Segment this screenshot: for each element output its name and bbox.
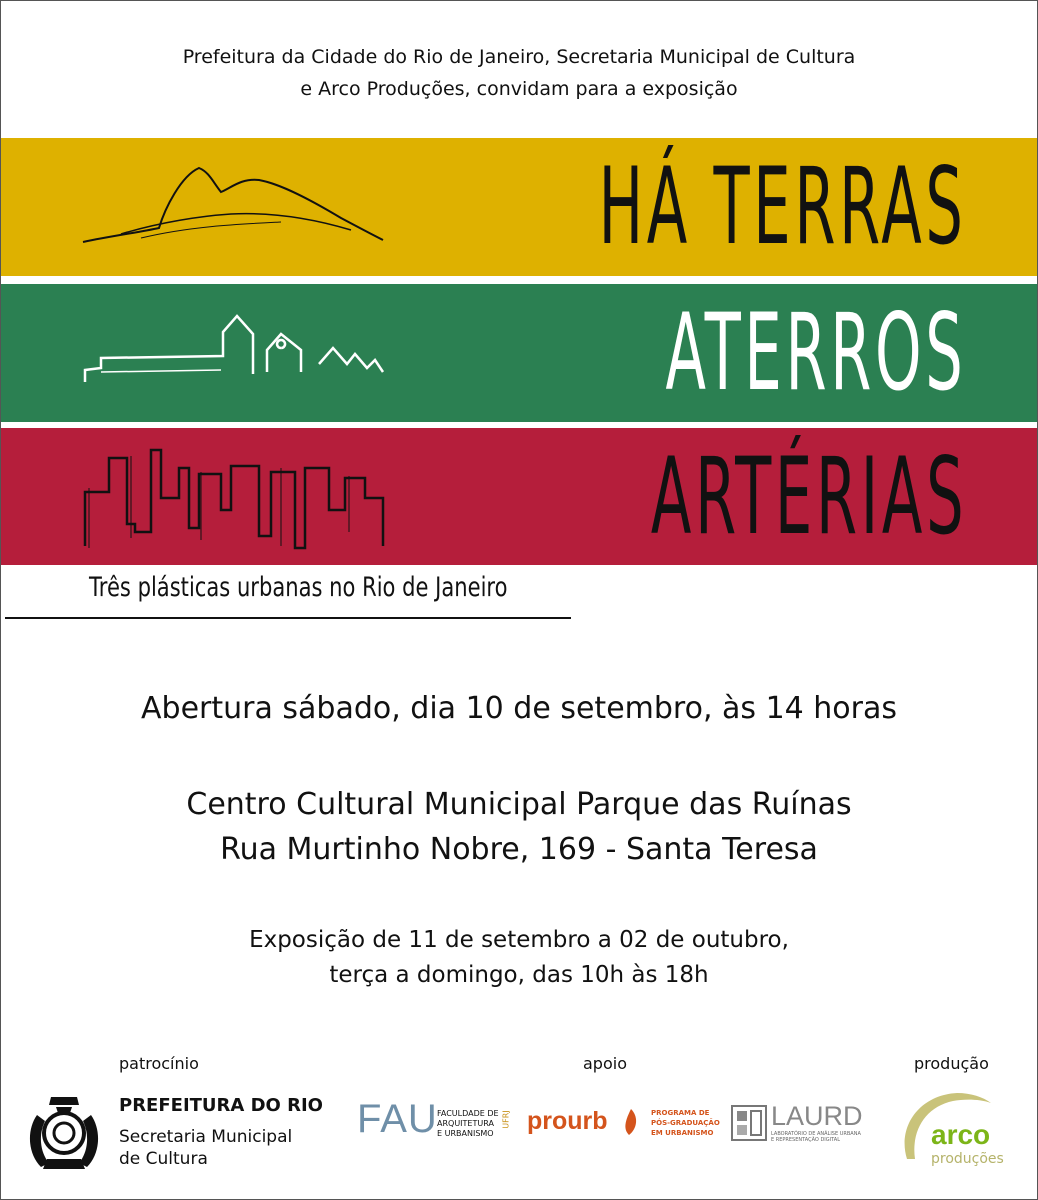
prourb-line-2: PÓS-GRADUAÇÃO xyxy=(651,1119,720,1127)
prefeitura-line-1: Secretaria Municipal xyxy=(119,1127,293,1147)
laurd-grid-icon xyxy=(731,1105,767,1141)
prourb-mark: prourb xyxy=(527,1107,608,1135)
title-arterias: ARTÉRIAS xyxy=(650,435,967,558)
house-skyline-icon xyxy=(81,284,391,422)
fau-mark: FAU xyxy=(357,1097,438,1141)
laurd-line-2: E REPRESENTAÇÃO DIGITAL xyxy=(771,1137,840,1143)
fau-line-3: E URBANISMO xyxy=(437,1129,494,1138)
band-aterros xyxy=(1,284,1037,422)
venue-name: Centro Cultural Municipal Parque das Ruínas xyxy=(186,787,852,822)
arco-sub: produções xyxy=(931,1151,1004,1167)
mountain-skyline-icon xyxy=(81,138,391,276)
prefeitura-line-2: de Cultura xyxy=(119,1149,208,1169)
rio-coat-of-arms-icon xyxy=(23,1093,105,1173)
prourb-logo xyxy=(527,1105,727,1145)
title-ha-terras: HÁ TERRAS xyxy=(598,145,967,268)
arco-logo xyxy=(899,1087,1019,1171)
label-patrocinio: patrocínio xyxy=(119,1054,199,1073)
fau-logo xyxy=(357,1097,517,1147)
prourb-line-3: EM URBANISMO xyxy=(651,1129,714,1137)
band-arterias xyxy=(1,428,1037,565)
band-ha-terras xyxy=(1,138,1037,276)
label-apoio: apoio xyxy=(583,1054,627,1073)
flame-icon xyxy=(621,1107,641,1137)
subtitle-underline xyxy=(5,617,571,619)
city-skyline-icon xyxy=(81,428,391,565)
intro-text xyxy=(1,41,1037,105)
intro-line-1: Prefeitura da Cidade do Rio de Janeiro, Secretaria Municipal de Cultura xyxy=(182,46,856,68)
arco-mark: arco xyxy=(931,1119,991,1150)
label-producao: produção xyxy=(914,1054,989,1073)
title-aterros: ATERROS xyxy=(665,291,967,414)
fau-ufrj: UFRJ xyxy=(501,1110,511,1129)
prourb-line-1: PROGRAMA DE xyxy=(651,1109,710,1117)
intro-line-2: e Arco Produções, convidam para a exposição xyxy=(300,78,738,100)
prefeitura-logo xyxy=(23,1093,323,1175)
laurd-line-1: LABORATÓRIO DE ANÁLISE URBANA xyxy=(771,1131,861,1137)
laurd-logo xyxy=(731,1101,871,1145)
laurd-mark: LAURD xyxy=(771,1101,863,1131)
exhibition-hours: terça a domingo, das 10h às 18h xyxy=(329,962,709,988)
fau-line-2: ARQUITETURA xyxy=(437,1119,494,1128)
exhibition-dates: Exposição de 11 de setembro a 02 de outubro, xyxy=(249,927,789,953)
subtitle: Três plásticas urbanas no Rio de Janeiro xyxy=(89,572,508,603)
prefeitura-title: PREFEITURA DO RIO xyxy=(119,1095,323,1116)
opening-info: Abertura sábado, dia 10 de setembro, às 14 horas xyxy=(141,691,897,726)
fau-line-1: FACULDADE DE xyxy=(437,1109,499,1118)
venue-address: Rua Murtinho Nobre, 169 - Santa Teresa xyxy=(220,832,818,867)
